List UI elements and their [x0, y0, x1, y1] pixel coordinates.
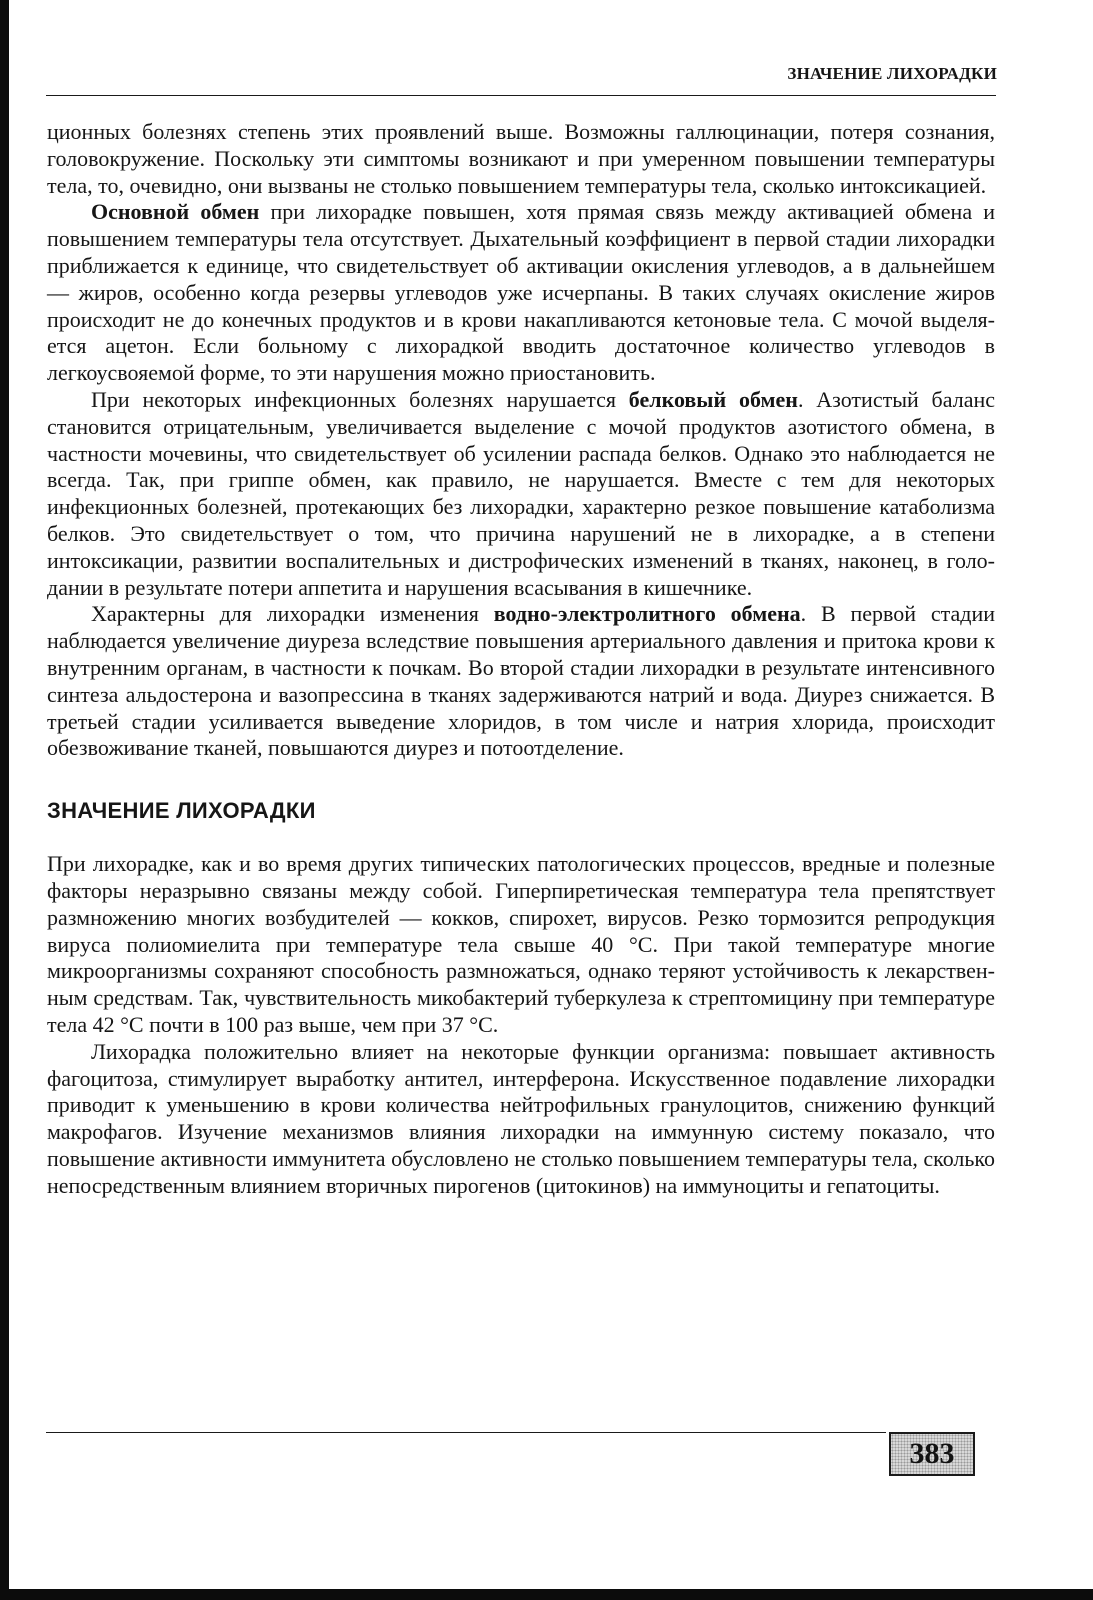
running-head: ЗНАЧЕНИЕ ЛИХОРАДКИ	[787, 64, 997, 83]
bold-term: Основной обмен	[91, 199, 260, 225]
text-run: . В первой стадии наблюдается увеличение диуреза вследствие повышения артериального давления и притока крови к внутренним органам, в частности к почкам. Во второй стадии лихорадки в результате интенсивного синтеза альдостерона и вазопрессина в тканях задерживаются натрий и вода. Диурез снижается. В третьей стадии усиливается выведение хлоридов, в том числе и натрия хлорида, происходит обезвоживание тканей, повышаются диурез и потоотделение.	[47, 601, 995, 761]
body-text-top	[47, 119, 995, 762]
bold-term: белковый обмен	[628, 386, 798, 412]
section-heading: ЗНАЧЕНИЕ ЛИХОРАДКИ	[47, 798, 316, 824]
text-run: При лихорадке, как и во время других типических патологических процессов, вредные и полезные факторы неразрывно связаны между собой. Гиперпиретическая температура тела препятствует размножению многих возбудителей — кокков, спирохет, вирусов. Резко тормозится репродукция вируса полиомиелита при температуре тела свыше 40 °С. При такой температуре многие микроорганизмы сохраняют способность размножаться, однако теряют устойчивость к лекарственным средствам. Так, чувствительность микобактерий туберкулеза к стрептомицину при температуре тела 42 °С почти в 100 раз выше, чем при 37 °С.	[47, 851, 995, 1037]
page-body	[47, 119, 995, 1199]
paragraph	[47, 387, 995, 601]
paragraph	[47, 199, 995, 387]
scan-edge-bottom	[0, 1589, 1093, 1600]
paragraph	[47, 119, 995, 199]
paragraph	[47, 601, 995, 762]
page-number: 383	[909, 1437, 955, 1470]
body-text-bottom	[47, 851, 995, 1199]
paragraph	[47, 851, 995, 1039]
paragraph	[47, 1039, 995, 1200]
text-run: Лихорадка положительно влияет на некоторые функции организма: повышает активность фагоцитоза, стимулирует выработку антител, интерферона. Искусственное подавление лихорадки приводит к уменьшению в крови количества нейтрофильных гранулоцитов, снижению функций макрофагов. Изучение механизмов влияния лихорадки на иммунную систему показало, что повышение активности иммунитета обусловлено не столько повышением температуры тела, сколько непосредственным влиянием вторичных пирогенов (цитокинов) на иммуноциты и гепатоциты.	[47, 1038, 995, 1198]
text-run: при лихорадке повышен, хотя прямая связь между активацией обмена и повышением температуры тела отсутствует. Дыхательный коэффициент в первой стадии лихорадки приближается к единице, что свидетельствует об активации окисления углеводов, а в дальнейшем — жиров, особенно когда резервы углеводов уже исчерпаны. В таких случаях окисление жиров происходит не до конечных продуктов и в крови накапливаются кетоновые тела. С мочой выделяется ацетон. Если больному с лихорадкой вводить достаточное количество углеводов в легкоусвояемой форме, то эти нарушения можно приостановить.	[47, 199, 995, 386]
text-run: ционных болезнях степень этих проявлений выше. Возможны галлюцинации, потеря сознания, головокружение. Поскольку эти симптомы возникают и при умеренном повышении температуры тела, то, очевидно, они вызваны не столько повышением температуры тела, сколько интоксикацией.	[47, 119, 995, 198]
scan-edge-left	[0, 0, 9, 1600]
page-number-box	[889, 1432, 975, 1476]
header-rule	[46, 95, 996, 96]
footer-rule	[46, 1432, 886, 1433]
text-run: Характерны для лихорадки изменения	[91, 601, 494, 627]
text-run: . Азотистый баланс становится отрицательным, увеличивается выделение с мочой продуктов азотистого обмена, в частности мочевины, что свидетельствует об усилении распада белков. Однако это наблюдается не всегда. Так, при гриппе обмен, как правило, не нарушается. Вместе с тем для некоторых инфекционных болезней, протекающих без лихорадки, характерно резкое повышение катаболизма белков. Это свидетельствует о том, что причина нарушений не в лихорадке, а в степени интоксикации, развитии воспалительных и дистрофических изменений в тканях, наконец, в голодании в результате потери аппетита и нарушения всасывания в кишечнике.	[47, 386, 995, 600]
text-run: При некоторых инфекционных болезнях нарушается	[91, 386, 629, 412]
bold-term: водно-электролитного обмена	[493, 601, 801, 627]
